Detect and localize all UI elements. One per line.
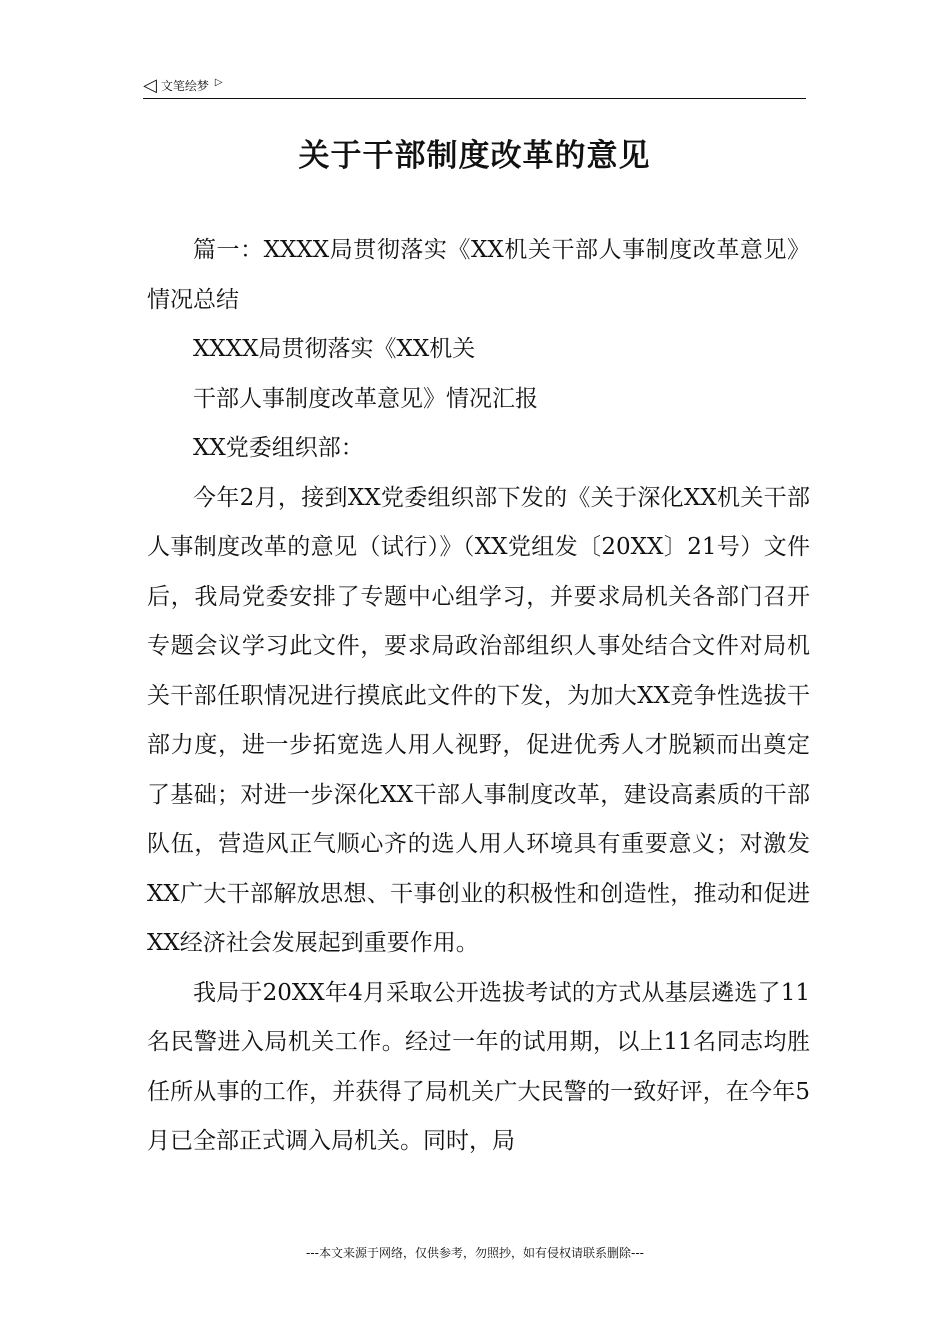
document-body: [147, 226, 810, 1167]
page-footer: ---本文来源于网络，仅供参考，勿照抄，如有侵权请联系删除---: [306, 1246, 644, 1260]
document-title: 关于干部制度改革的意见: [298, 138, 651, 174]
paragraph-subtitle-line1: XXXX局贯彻落实《XX机关: [193, 336, 476, 362]
header-brand: 文笔绘梦: [160, 79, 209, 93]
paragraph-subtitle-line2: 干部人事制度改革意见》情况汇报: [193, 385, 538, 412]
triangle-right-icon: ▷: [214, 77, 223, 88]
paragraph-body-1: 今年2月，接到XX党委组织部下发的《关于深化XX机关干部人事制度改革的意见（试行）》（XX党组发〔20XX〕21号）文件后，我局党委安排了专题中心组学习，并要求局机关各部门召开专题会议学习此文件，要求局政治部组织人事处结合文件对局机关干部任职情况进行摸底此文件的下发，为加大XX竞争性选拔干部力度，进一步拓宽选人用人视野，促进优秀人才脱颖而出奠定了基础；对进一步深化XX干部人事制度改革，建设高素质的干部队伍，营造风正气顺心齐的选人用人环境具有重要意义；对激发XX广大干部解放思想、干事创业的积极性和创造性，推动和促进XX经济社会发展起到重要作用。: [147, 484, 810, 956]
paragraph-heading: 篇一：XXXX局贯彻落实《XX机关干部人事制度改革意见》情况总结: [147, 237, 810, 313]
paragraph-salutation: XX党委组织部：: [193, 435, 364, 461]
page-header: [143, 74, 806, 99]
triangle-left-icon: ◁: [143, 75, 157, 96]
paragraph-body-2: 我局于20XX年4月采取公开选拔考试的方式从基层遴选了11名民警进入局机关工作。经过一年的试用期，以上11名同志均胜任所从事的工作，并获得了局机关广大民警的一致好评，在今年5月已全部正式调入局机关。同时，局: [147, 979, 810, 1154]
